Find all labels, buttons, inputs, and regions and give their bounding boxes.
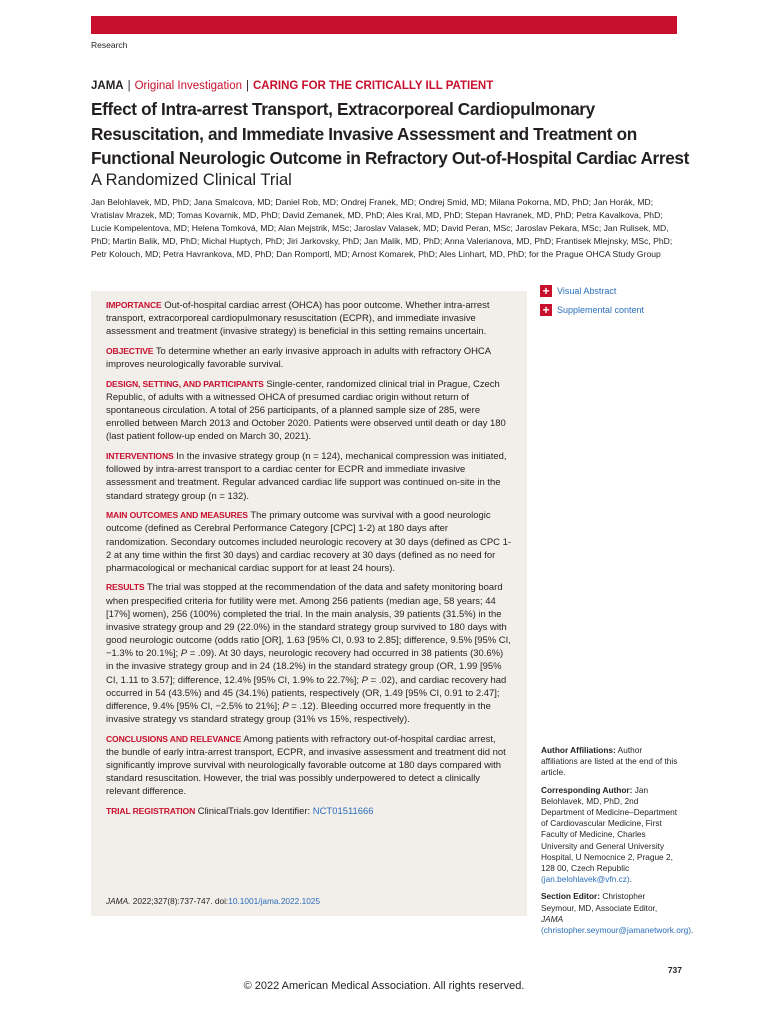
author-list: Jan Belohlavek, MD, PhD; Jana Smalcova, MD; Daniel Rob, MD; Ondrej Franek, MD; Ondrej Smid, MD; Milana Pokorna, MD, PhD; Jan Horák, MD; Vratislav Mrazek, MD; Tomas Kovarnik, MD, PhD; David Zemanek, MD, PhD; Ales Kral, MD, PhD; Stepan Havranek, MD, PhD; Petra Kavalkova, PhD; Lucie Kompelentova, MD; Helena Tomková, MD; Alan Mejstrik, MSc; Jaroslav Valasek, MD; David Peran, MSc; Jaroslav Pekara, MSc; Jan Rulisek, MD, PhD; Martin Balik, MD, PhD; Michal Huptych, PhD; Jiri Jarkovsky, PhD; Jan Malik, MD, PhD; Anna Valerianova, MD, PhD; Frantisek Mlejnsky, MSc, PhD; Petr Kolouch, MD; Petra Havrankova, MD, PhD; Dan Romportl, MD; Arnost Komarek, PhD; Ales Linhart, MD, PhD; for the Prague OHCA Study Group [91,197,673,260]
abstract-interventions: INTERVENTIONS In the invasive strategy group (n = 124), mechanical compression was initiated, followed by intra-arrest transport to a cardiac center for ECPR and immediate invasive assessment and treatment. Regular advanced cardiac life support was continued on-site in the standard strategy group (n = 132). [106,451,507,502]
side-notes [541,745,694,942]
citation: JAMA. 2022;327(8):737-747. doi:10.1001/jama.2022.1025 [106,896,321,906]
abstract-design: DESIGN, SETTING, AND PARTICIPANTS Single-center, randomized clinical trial in Prague, Czech Republic, of adults with a witnessed OHCA of presumed cardiac origin without return of spontaneous circulation. A total of 256 participants, of a planned sample size of 285, were enrolled between March 2013 and October 2020. Patients were observed until death or day 180 (last patient follow-up ended on March 30, 2021). [106,378,506,443]
corresponding-author: Corresponding Author: Jan Belohlavek, MD, PhD, 2nd Department of Medicine–Department of Cardiovascular Medicine, First Faculty of Medicine, Charles University and General University Hospital, U Nemocnice 2, Prague 2, 128 00, Czech Republic (jan.belohlavek@vfn.cz). [541,784,678,885]
header-color-bar [91,16,677,34]
copyright-notice: © 2022 American Medical Association. All rights reserved. [243,980,525,992]
article-subtitle: A Randomized Clinical Trial [91,171,292,189]
abstract-box [91,291,527,916]
editor-email-link[interactable]: (christopher.seymour@jamanetwork.org) [541,925,691,936]
side-links [540,285,680,323]
abstract-outcomes: MAIN OUTCOMES AND MEASURES The primary outcome was survival with a good neurologic outcome (defined as Cerebral Performance Category [CPC] 1-2) at 180 days after randomization. Secondary outcomes included neurologic recovery at 30 days (defined as CPC 1-2 at any time within the first 30 days) and cardiac recovery at 30 days (defined as no need for pharmacological or mechanical cardiac support for at least 24 hours). [106,510,511,574]
author-affiliations: Author Affiliations: Author affiliations are listed at the end of this article. [541,745,678,778]
article-kicker: JAMA | Original Investigation | CARING FOR THE CRITICALLY ILL PATIENT [91,80,494,92]
abstract-registration: TRIAL REGISTRATION ClinicalTrials.gov Identifier: NCT01511666 [106,805,374,817]
series-name: CARING FOR THE CRITICALLY ILL PATIENT [253,80,494,92]
journal-name: JAMA [91,80,124,92]
registration-link[interactable]: NCT01511666 [312,805,374,817]
visual-abstract-link[interactable]: + Visual Abstract [540,285,680,297]
supplemental-content-link[interactable]: + Supplemental content [540,304,680,316]
corresponding-email-link[interactable]: (jan.belohlavek@vfn.cz) [541,874,630,885]
doi-link[interactable]: 10.1001/jama.2022.1025 [228,896,321,906]
abstract-importance: IMPORTANCE Out-of-hospital cardiac arrest (OHCA) has poor outcome. Whether intra-arrest transport, extracorporeal cardiopulmonary resuscitation (ECPR), and immediate invasive assessment and treatment (invasive strategy) is beneficial in this setting remains uncertain. [106,300,490,338]
page-number: 737 [667,965,682,975]
article-title: Effect of Intra-arrest Transport, Extracorporeal Cardiopulmonary Resuscitation, and Immediate Invasive Assessment and Treatment on Functional Neurologic Outcome in Refractory Out-of-Hospital Cardiac Arrest [91,99,690,168]
abstract-conclusions: CONCLUSIONS AND RELEVANCE Among patients with refractory out-of-hospital cardiac arrest, the bundle of early intra-arrest transport, ECPR, and invasive assessment and treatment did not significantly improve survival with neurologically favorable outcome at 180 days compared with standard resuscitation. However, the trial was possibly underpowered to detect a clinically relevant difference. [106,733,506,798]
plus-icon: + [540,304,552,316]
article-type: Original Investigation [134,80,242,92]
section-label: Research [91,40,128,50]
abstract-objective: OBJECTIVE To determine whether an early invasive approach in adults with refractory OHCA improves neurologically favorable survival. [106,345,491,371]
plus-icon: + [540,285,552,297]
section-editor: Section Editor: Christopher Seymour, MD, Associate Editor, JAMA (christopher.seymour@jamanetwork.org). [541,891,694,936]
abstract-results: RESULTS The trial was stopped at the recommendation of the data and safety monitoring board when prespecified criteria for futility were met. Among 256 patients (median age, 58 years; 44 [17%] women), 256 (100%) completed the trial. In the main analysis, 39 patients (31.5%) in the invasive strategy group and 29 (22.0%) in the standard strategy group survived to 180 days with good neurologic outcome (odds ratio [OR], 1.63 [95% CI, 0.93 to 2.85]; difference, 9.5% [95% CI, −1.3% to 20.1%]; P = .09). At 30 days, neurologic recovery had occurred in 38 patients (30.6%) in the invasive strategy group and in 24 (18.2%) in the standard strategy group (OR, 1.99 [95% CI, 1.11 to 3.57]; difference, 12.4% [95% CI, 1.9% to 22.7%]; P = .02), and cardiac recovery had occurred in 54 (43.5%) and 45 (34.1%) patients, respectively (OR, 1.49 [95% CI, 0.91 to 2.47]; difference, 9.4% [95% CI, −2.5% to 21%]; P = .12). Bleeding occurred more frequently in the invasive strategy vs standard strategy group (31% vs 15%, respectively). [106,582,511,726]
